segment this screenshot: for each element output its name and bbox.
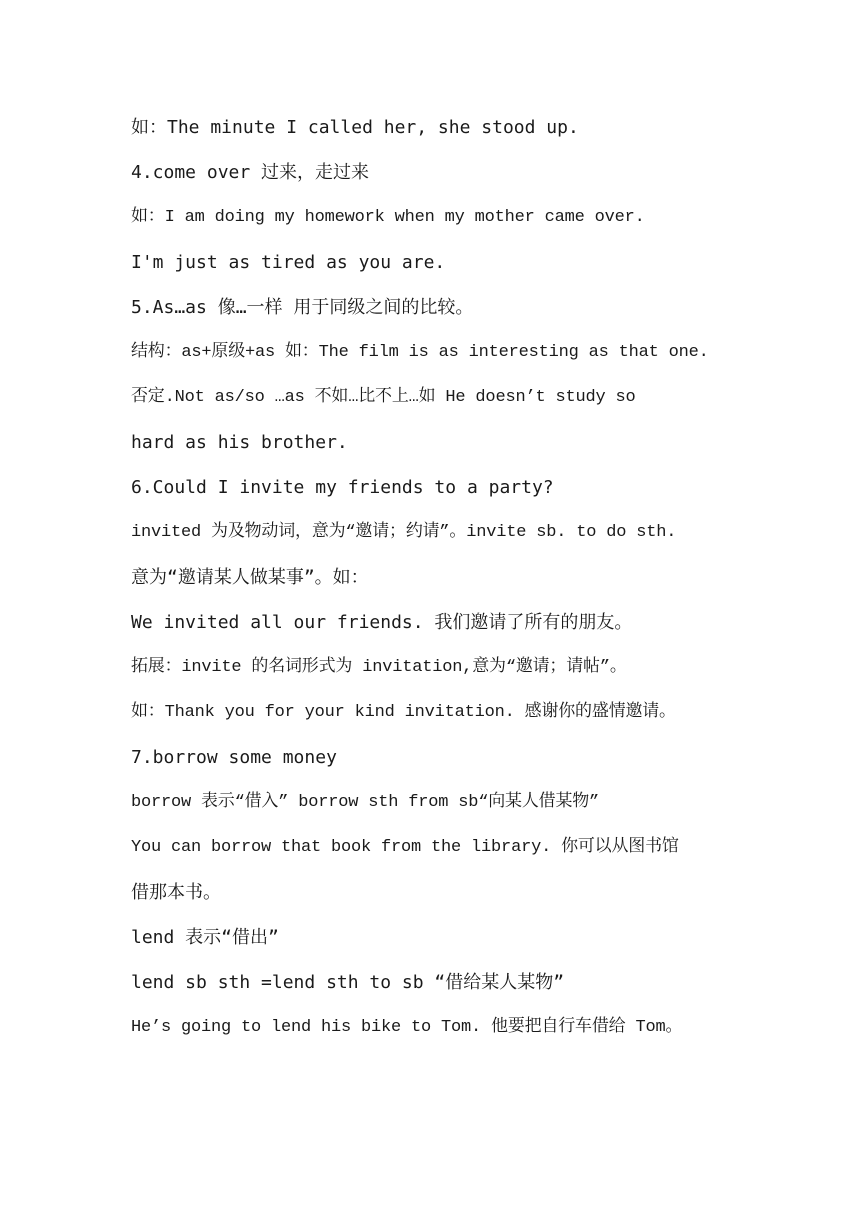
text-line: I'm just as tired as you are. [131,252,446,273]
section-heading-borrow: 7.borrow some money [131,747,337,768]
text-line: 结构：as+原级+as 如：The film is as interesting as that one. [131,343,709,362]
text-line: hard as his brother. [131,432,348,453]
text-line: lend sb sth =lend sth to sb “借给某人某物” [131,972,565,993]
text-line: 如：Thank you for your kind invitation. 感谢你的盛情邀请。 [131,703,676,722]
text-line: 意为“邀请某人做某事”。如： [131,567,369,588]
text-line: 如：The minute I called her, she stood up. [131,117,579,138]
text-line: borrow 表示“借入” borrow sth from sb“向某人借某物” [131,793,600,812]
text-line: 如：I am doing my homework when my mother came over. [131,208,645,227]
section-heading-as-as: 5.As…as 像…一样 用于同级之间的比较。 [131,297,474,318]
text-line: We invited all our friends. 我们邀请了所有的朋友。 [131,612,633,633]
document-body [131,110,731,1055]
text-line: You can borrow that book from the library. 你可以从图书馆 [131,838,679,857]
text-line: 否定.Not as/so …as 不如…比不上…如 He doesn’t study so [131,388,636,407]
section-heading-come-over: 4.come over 过来，走过来 [131,162,370,183]
text-line: 借那本书。 [131,882,221,903]
text-line: 拓展：invite 的名词形式为 invitation,意为“邀请；请帖”。 [131,658,627,677]
text-line: invited 为及物动词，意为“邀请；约请”。invite sb. to do sth. [131,523,677,542]
section-heading-invite: 6.Could I invite my friends to a party? [131,477,554,498]
text-line: He’s going to lend his bike to Tom. 他要把自行车借给 Tom。 [131,1018,683,1037]
text-line: lend 表示“借出” [131,927,279,948]
